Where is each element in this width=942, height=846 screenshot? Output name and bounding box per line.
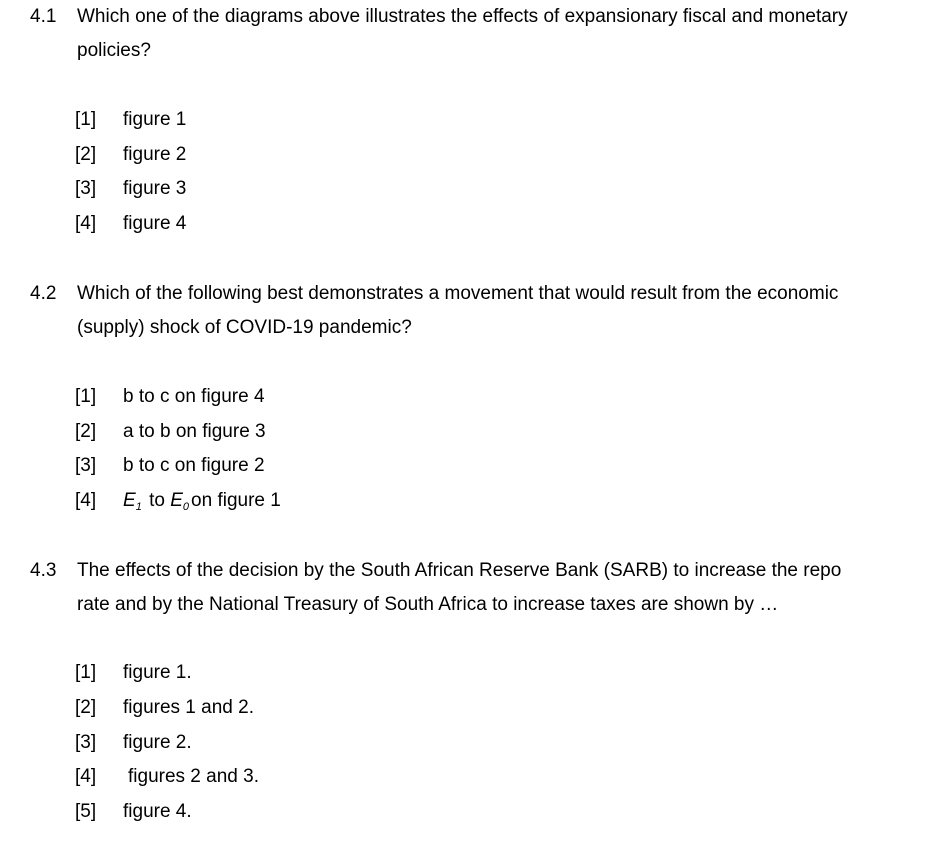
option-text: figure 3	[123, 178, 187, 199]
option-number: [3]	[75, 455, 97, 476]
equilibrium-symbol: E	[123, 490, 136, 511]
option-text-equilibrium	[123, 490, 281, 513]
option-number: [3]	[75, 732, 97, 753]
question-4-3-text-line-1: The effects of the decision by the South African Reserve Bank (SARB) to increase the repo	[77, 560, 842, 581]
option-text-tail: on figure 1	[191, 490, 281, 511]
question-number-4-2: 4.2	[30, 283, 57, 304]
option-text: figure 1	[123, 109, 187, 130]
option-number: [1]	[75, 386, 97, 407]
question-4-1-text-line-2: policies?	[77, 40, 151, 61]
question-4-3-text-line-2: rate and by the National Treasury of South Africa to increase taxes are shown by …	[77, 594, 779, 615]
option-text: figure 2	[123, 144, 187, 165]
option-number: [2]	[75, 421, 97, 442]
option-text: a to b on figure 3	[123, 421, 266, 442]
option-text: b to c on figure 2	[123, 455, 265, 476]
question-4-1-text-line-1: Which one of the diagrams above illustrates the effects of expansionary fiscal and monetary	[77, 6, 848, 27]
option-number: [4]	[75, 766, 97, 787]
option-number: [4]	[75, 490, 97, 511]
question-number-4-1: 4.1	[30, 6, 57, 27]
question-4-2-text-line-2: (supply) shock of COVID-19 pandemic?	[77, 317, 412, 338]
option-number: [1]	[75, 662, 97, 683]
option-number: [4]	[75, 213, 97, 234]
option-number: [2]	[75, 697, 97, 718]
option-number: [2]	[75, 144, 97, 165]
option-text: figure 4.	[123, 801, 192, 822]
option-text-connector: to	[143, 490, 171, 511]
option-text: figure 1.	[123, 662, 192, 683]
equilibrium-symbol: E	[170, 490, 183, 511]
option-number: [5]	[75, 801, 97, 822]
option-text: figure 2.	[123, 732, 192, 753]
option-text: figures 1 and 2.	[123, 697, 254, 718]
question-number-4-3: 4.3	[30, 560, 57, 581]
option-text: b to c on figure 4	[123, 386, 265, 407]
option-text: figures 2 and 3.	[128, 766, 259, 787]
option-number: [1]	[75, 109, 97, 130]
equilibrium-subscript: 1	[135, 501, 142, 513]
option-number: [3]	[75, 178, 97, 199]
option-text: figure 4	[123, 213, 187, 234]
equilibrium-subscript: 0	[182, 501, 190, 513]
question-4-2-text-line-1: Which of the following best demonstrates a movement that would result from the economic	[77, 283, 839, 304]
